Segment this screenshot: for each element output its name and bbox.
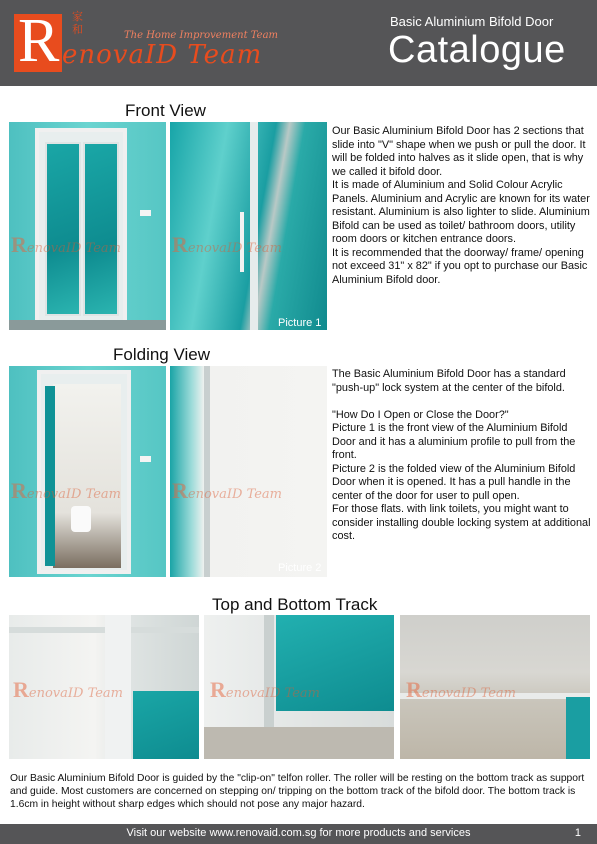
track-description: Our Basic Aluminium Bifold Door is guided by the "clip-on" telfon roller. The roller will be resting on the bottom track as support and guide. Most customers are concerned on stepping on/ tripping on the bottom track of the bifold door. The bottom track is 1.6cm in height without sharp edges which should not pose any major hazard. [10,773,585,811]
folding-view-paragraph: The Basic Aluminium Bifold Door has a standard "push-up" lock system at the center of the bifold. [332,368,566,394]
watermark: RenovaID Team [210,677,321,702]
picture-1-label: Picture 1 [278,317,322,329]
watermark: RenovaID Team [406,677,517,702]
picture-2-label: Picture 2 [278,562,322,574]
catalogue-footer [0,824,597,844]
folding-view-description [332,368,594,544]
door-frame-edge [204,366,210,577]
logo-tagline: The Home Improvement Team [124,30,279,41]
folding-view-photo [9,366,166,577]
renovaid-logo-mark [14,7,62,75]
catalogue-header [0,0,597,86]
door-hinge-profile [250,122,258,330]
front-view-paragraph: It is made of Aluminium and Solid Colour Acrylic Panels. Aluminium and Acrylic are known for its water resistant. Aluminium is also lighter to slide. Aluminium Bifold can be used as toilet/ bathroom doors, utility room doors or kitchen entrance doors. [332,179,590,245]
track-title: Top and Bottom Track [212,595,378,614]
bottom-track-photo [400,615,590,759]
folded-door-edge [45,386,55,566]
front-view-description [332,125,594,287]
watermark: RenovaID Team [172,232,283,257]
footer-website-text: Visit our website www.renovaid.com.sg for more products and services [126,827,471,839]
paragraph-spacer [332,395,594,409]
watermark: RenovaID Team [11,478,122,503]
folding-view-paragraph: Picture 2 is the folded view of the Aluminium Bifold Door when it is opened. It has a pull handle in the center of the door for user to pull open. [332,462,576,502]
toilet-bowl [71,506,91,532]
watermark: RenovaID Team [13,677,124,702]
front-view-paragraph: Our Basic Aluminium Bifold Door has 2 sections that slide into "V" shape when we push or pull the door. It will be folded into halves as it slide open, that is why we called it bifold door. [332,125,586,178]
bathroom-interior [53,384,121,568]
folding-view-paragraph: "How Do I Open or Close the Door?" [332,408,509,421]
acrylic-panel [566,697,590,759]
catalogue-title: Catalogue [388,29,566,71]
logo-name: enovaID Team [62,40,263,70]
watermark: RenovaID Team [172,478,283,503]
front-view-title: Front View [125,101,206,120]
folding-view-closeup-photo [170,366,327,577]
top-track-photo [9,615,199,759]
front-view-closeup-photo [170,122,327,330]
folding-view-paragraph: For those flats. with link toilets, you might want to consider installing double locking system at additional cost. [332,503,591,542]
light-switch [140,210,151,216]
track-closeup-photo [204,615,394,759]
watermark: RenovaID Team [11,232,122,257]
front-view-photo [9,122,166,330]
door-panel-left [45,142,81,316]
door-panel-right [83,142,119,316]
light-switch [140,456,151,462]
folding-view-paragraph: Picture 1 is the front view of the Aluminium Bifold Door and it has a aluminium profile to pull from the front. [332,422,576,461]
folding-view-title: Folding View [113,345,211,364]
top-track-rail [9,627,199,633]
front-view-paragraph: It is recommended that the doorway/ frame/ opening not exceed 31" x 82" if you opt to purchase our Basic Aluminium Bifold door. [332,246,588,286]
logo-letter: R [18,7,60,75]
logo-chinese-text: 家和 [72,10,83,36]
floor-tile [204,727,394,759]
acrylic-panel [133,691,199,759]
floor [9,320,166,330]
page-number: 1 [574,827,581,839]
catalogue-subtitle: Basic Aluminium Bifold Door [390,14,554,29]
